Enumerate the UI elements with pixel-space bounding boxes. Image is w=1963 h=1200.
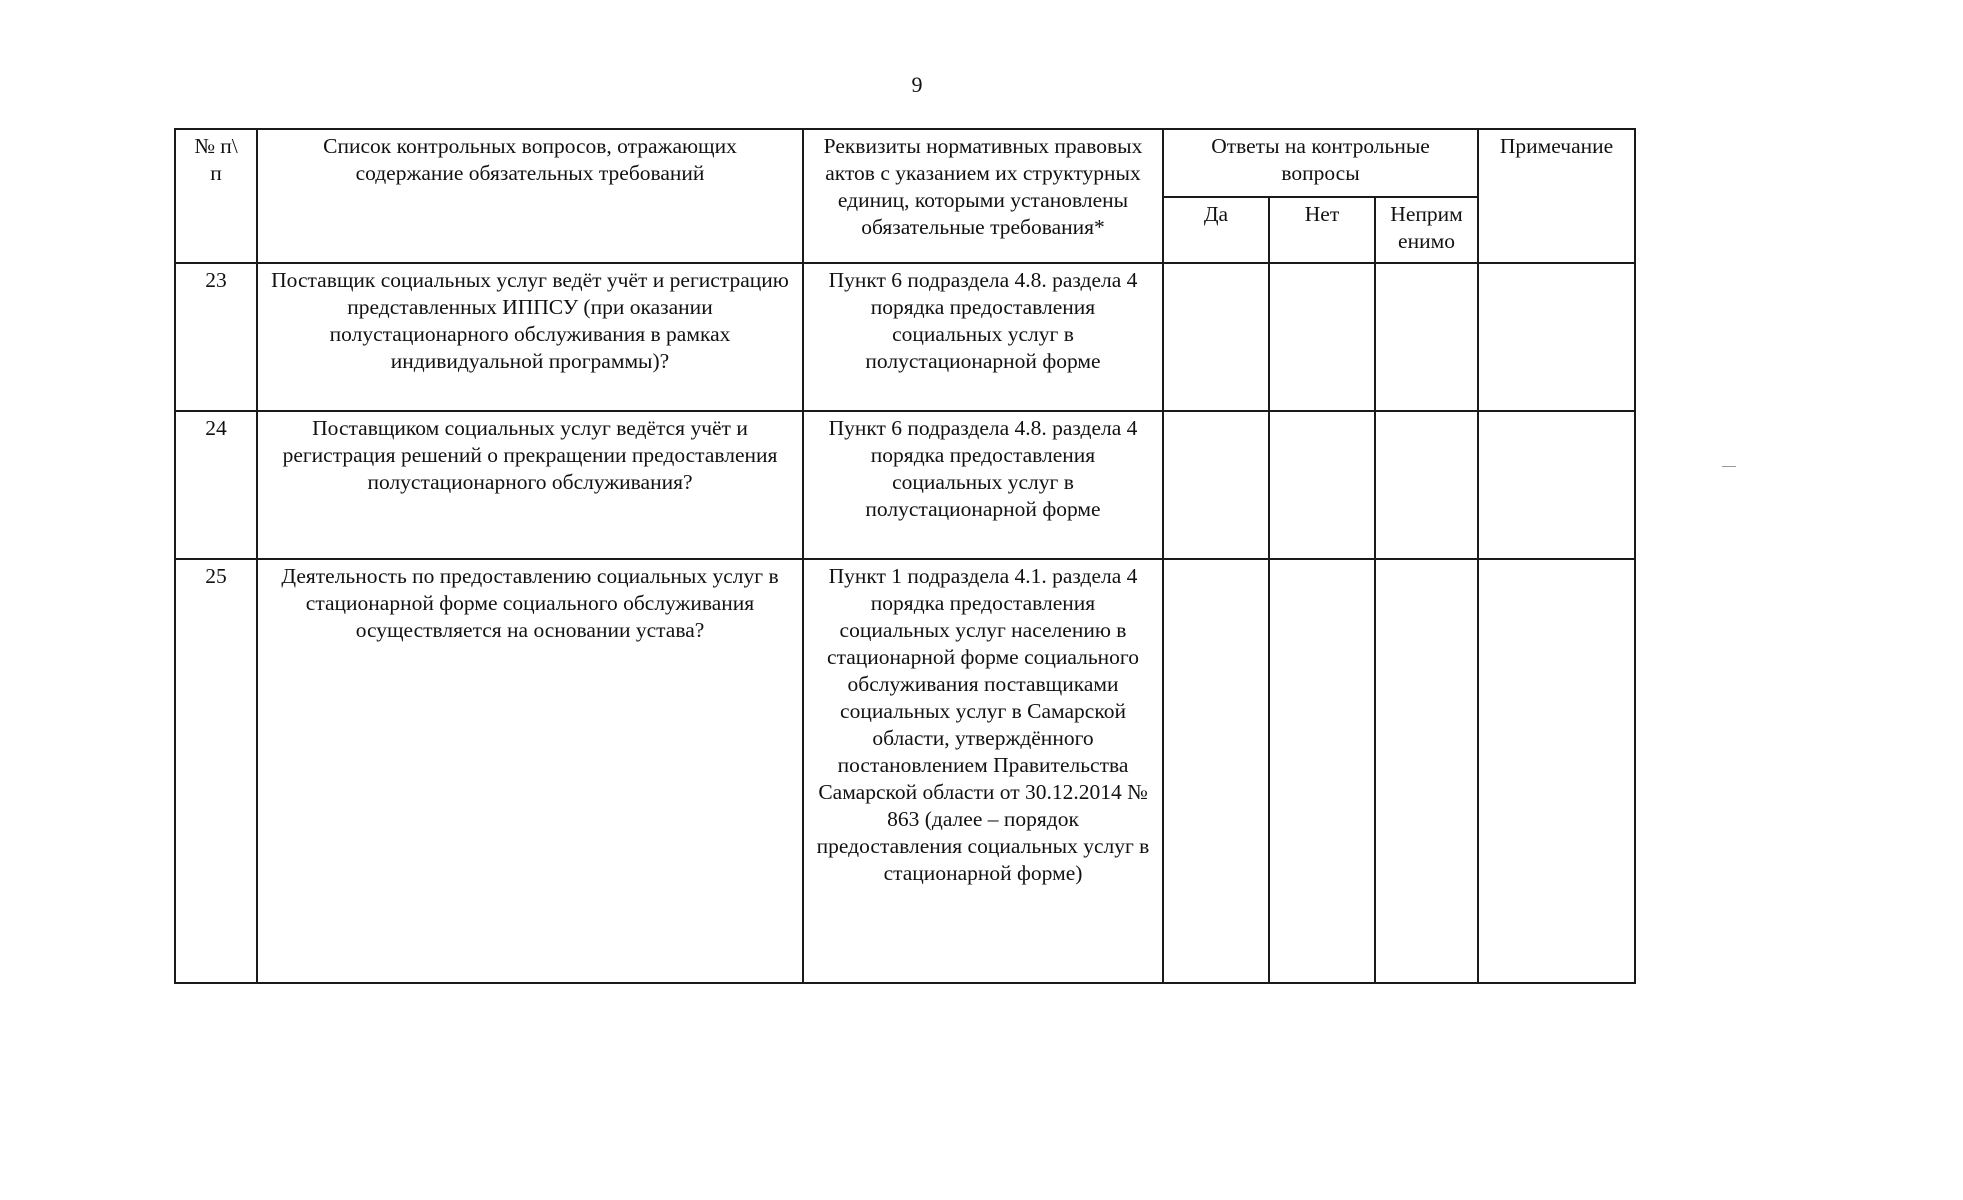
- checklist-table: [174, 128, 1636, 984]
- row-answer-no: [1269, 263, 1375, 411]
- row-question: Поставщиком социальных услуг ведётся учёт и регистрация решений о прекращении предоставления полустационарного обслуживания?: [257, 411, 803, 559]
- row-answer-yes: [1163, 411, 1269, 559]
- row-answer-not-applicable: [1375, 263, 1478, 411]
- row-note: [1478, 411, 1635, 559]
- row-num: 25: [175, 559, 257, 983]
- row-question: Поставщик социальных услуг ведёт учёт и регистрацию представленных ИППСУ (при оказании полустационарного обслуживания в рамках индивидуальной программы)?: [257, 263, 803, 411]
- header-answers: Ответы на контрольные вопросы: [1163, 129, 1478, 197]
- row-answer-not-applicable: [1375, 559, 1478, 983]
- header-note: Примечание: [1478, 129, 1635, 263]
- header-no: Нет: [1269, 197, 1375, 263]
- table-row: [175, 263, 1635, 411]
- row-answer-not-applicable: [1375, 411, 1478, 559]
- row-answer-yes: [1163, 263, 1269, 411]
- row-reference: Пункт 1 подраздела 4.1. раздела 4 порядка предоставления социальных услуг населению в стационарной форме социального обслуживания поставщиками социальных услуг в Самарской области, утверждённого постановлением Правительства Самарской области от 30.12.2014 № 863 (далее – порядок предоставления социальных услуг в стационарной форме): [803, 559, 1163, 983]
- header-question: Список контрольных вопросов, отражающих содержание обязательных требований: [257, 129, 803, 263]
- row-question: Деятельность по предоставлению социальных услуг в стационарной форме социального обслуживания осуществляется на основании устава?: [257, 559, 803, 983]
- row-reference: Пункт 6 подраздела 4.8. раздела 4 порядка предоставления социальных услуг в полустационарной форме: [803, 263, 1163, 411]
- row-num: 23: [175, 263, 257, 411]
- row-answer-no: [1269, 559, 1375, 983]
- header-yes: Да: [1163, 197, 1269, 263]
- header-num: № п\ п: [175, 129, 257, 263]
- header-reference: Реквизиты нормативных правовых актов с указанием их структурных единиц, которыми установлены обязательные требования*: [803, 129, 1163, 263]
- row-note: [1478, 263, 1635, 411]
- header-row: [175, 129, 1635, 197]
- header-not-applicable: Неприм енимо: [1375, 197, 1478, 263]
- table-row: [175, 559, 1635, 983]
- table-row: [175, 411, 1635, 559]
- row-reference: Пункт 6 подраздела 4.8. раздела 4 порядка предоставления социальных услуг в полустационарной форме: [803, 411, 1163, 559]
- row-answer-no: [1269, 411, 1375, 559]
- page-number: 9: [911, 72, 923, 97]
- row-answer-yes: [1163, 559, 1269, 983]
- row-note: [1478, 559, 1635, 983]
- row-num: 24: [175, 411, 257, 559]
- scan-artifact-mark: [1722, 466, 1736, 467]
